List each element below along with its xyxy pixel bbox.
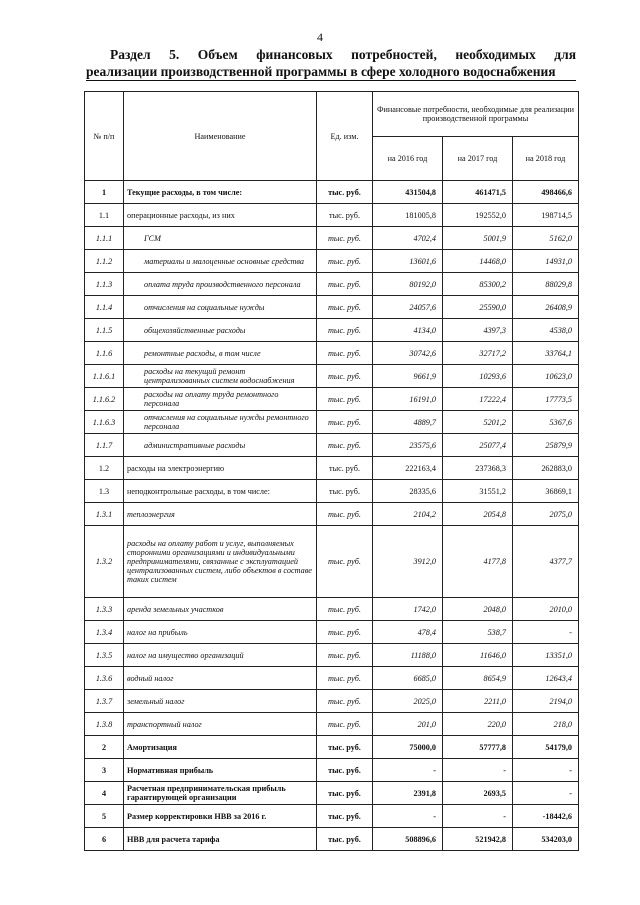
row-value-2016: 23575,6: [373, 434, 443, 457]
row-num: 1.1.3: [85, 273, 124, 296]
table-row: [85, 503, 579, 526]
row-num: 1.1.2: [85, 250, 124, 273]
row-value-2016: 4889,7: [373, 411, 443, 434]
row-name: налог на прибыль: [124, 621, 317, 644]
table-row: [85, 434, 579, 457]
row-value-2018: -: [513, 759, 579, 782]
row-value-2018: 4377,7: [513, 526, 579, 598]
row-value-2016: -: [373, 759, 443, 782]
section-heading: [86, 46, 576, 81]
row-name: Нормативная прибыль: [124, 759, 317, 782]
row-unit: тыс. руб.: [317, 388, 373, 411]
row-value-2017: 2054,8: [443, 503, 513, 526]
row-name: ГСМ: [124, 227, 317, 250]
row-num: 1.3.1: [85, 503, 124, 526]
row-name: материалы и малоценные основные средства: [124, 250, 317, 273]
table-row: [85, 526, 579, 598]
row-name: оплата труда производственного персонала: [124, 273, 317, 296]
row-unit: тыс. руб.: [317, 296, 373, 319]
row-num: 1.3.8: [85, 713, 124, 736]
row-num: 1.3.3: [85, 598, 124, 621]
row-value-2018: 10623,0: [513, 365, 579, 388]
row-value-2017: 25077,4: [443, 434, 513, 457]
table-row: [85, 319, 579, 342]
row-num: 1.1.6.3: [85, 411, 124, 434]
row-value-2018: 36869,1: [513, 480, 579, 503]
row-value-2017: 17222,4: [443, 388, 513, 411]
row-name: отчисления на социальные нужды ремонтного персонала: [124, 411, 317, 434]
row-name: расходы на текущий ремонт централизованных систем водоснабжения: [124, 365, 317, 388]
row-unit: тыс. руб.: [317, 503, 373, 526]
row-value-2018: 33764,1: [513, 342, 579, 365]
table-row: [85, 227, 579, 250]
row-value-2016: 2104,2: [373, 503, 443, 526]
header-year-2016: на 2016 год: [373, 137, 443, 181]
row-unit: тыс. руб.: [317, 621, 373, 644]
row-unit: тыс. руб.: [317, 342, 373, 365]
row-unit: тыс. руб.: [317, 365, 373, 388]
row-value-2016: 6685,0: [373, 667, 443, 690]
row-value-2017: 2693,5: [443, 782, 513, 805]
row-value-2016: -: [373, 805, 443, 828]
row-value-2018: 54179,0: [513, 736, 579, 759]
row-name: транспортный налог: [124, 713, 317, 736]
row-unit: тыс. руб.: [317, 759, 373, 782]
row-name: водный налог: [124, 667, 317, 690]
table-row: [85, 690, 579, 713]
row-value-2017: 32717,2: [443, 342, 513, 365]
row-num: 1.3.2: [85, 526, 124, 598]
row-value-2018: 198714,5: [513, 204, 579, 227]
row-name: операционные расходы, из них: [124, 204, 317, 227]
row-value-2017: 57777,8: [443, 736, 513, 759]
row-value-2017: 5201,2: [443, 411, 513, 434]
row-name: расходы на электроэнергию: [124, 457, 317, 480]
row-value-2017: 4177,8: [443, 526, 513, 598]
row-value-2016: 28335,6: [373, 480, 443, 503]
table-row: [85, 644, 579, 667]
page-number: 4: [317, 30, 323, 44]
row-unit: тыс. руб.: [317, 204, 373, 227]
row-name: неподконтрольные расходы, в том числе:: [124, 480, 317, 503]
row-unit: тыс. руб.: [317, 227, 373, 250]
table-row: [85, 388, 579, 411]
table-row: [85, 457, 579, 480]
row-name: общехозяйственные расходы: [124, 319, 317, 342]
row-value-2016: 75000,0: [373, 736, 443, 759]
row-value-2017: 2048,0: [443, 598, 513, 621]
table-row: [85, 828, 579, 851]
row-value-2017: 10293,6: [443, 365, 513, 388]
row-num: 1.3.7: [85, 690, 124, 713]
table-row: [85, 365, 579, 388]
row-value-2018: 5162,0: [513, 227, 579, 250]
row-value-2016: 80192,0: [373, 273, 443, 296]
row-value-2017: 192552,0: [443, 204, 513, 227]
row-unit: тыс. руб.: [317, 250, 373, 273]
row-num: 5: [85, 805, 124, 828]
row-value-2017: 461471,5: [443, 181, 513, 204]
row-value-2016: 24057,6: [373, 296, 443, 319]
row-name: ремонтные расходы, в том числе: [124, 342, 317, 365]
row-unit: тыс. руб.: [317, 805, 373, 828]
table-row: [85, 204, 579, 227]
header-name: Наименование: [124, 92, 317, 181]
row-value-2017: -: [443, 759, 513, 782]
row-num: 1.1.7: [85, 434, 124, 457]
row-value-2017: -: [443, 805, 513, 828]
row-num: 1.1.6.1: [85, 365, 124, 388]
table-row: [85, 782, 579, 805]
row-name: аренда земельных участков: [124, 598, 317, 621]
row-value-2018: 534203,0: [513, 828, 579, 851]
row-value-2016: 478,4: [373, 621, 443, 644]
row-num: 3: [85, 759, 124, 782]
row-unit: тыс. руб.: [317, 713, 373, 736]
row-value-2018: 14931,0: [513, 250, 579, 273]
row-value-2017: 31551,2: [443, 480, 513, 503]
row-unit: тыс. руб.: [317, 644, 373, 667]
row-num: 1.3.6: [85, 667, 124, 690]
header-num: № п/п: [85, 92, 124, 181]
row-value-2018: 13351,0: [513, 644, 579, 667]
row-value-2018: 262883,0: [513, 457, 579, 480]
row-unit: тыс. руб.: [317, 273, 373, 296]
row-name: расходы на оплату труда ремонтного персонала: [124, 388, 317, 411]
row-unit: тыс. руб.: [317, 598, 373, 621]
row-name: расходы на оплату работ и услуг, выполняемых сторонними организациями и индивидуальными предпринимателями, связанные с эксплуатацией централизованных систем, либо объектов в составе таких систем: [124, 526, 317, 598]
heading-line-2: реализации производственной программы в сфере холодного водоснабжения: [86, 63, 576, 81]
row-unit: тыс. руб.: [317, 736, 373, 759]
row-value-2017: 220,0: [443, 713, 513, 736]
row-value-2018: 2075,0: [513, 503, 579, 526]
row-value-2016: 508896,6: [373, 828, 443, 851]
row-value-2016: 3912,0: [373, 526, 443, 598]
row-name: отчисления на социальные нужды: [124, 296, 317, 319]
row-value-2016: 2025,0: [373, 690, 443, 713]
row-value-2018: 2010,0: [513, 598, 579, 621]
table-row: [85, 667, 579, 690]
table-row: [85, 342, 579, 365]
row-num: 1.1: [85, 204, 124, 227]
header-year-2018: на 2018 год: [513, 137, 579, 181]
row-value-2017: 4397,3: [443, 319, 513, 342]
row-num: 1.1.5: [85, 319, 124, 342]
row-name: Амортизация: [124, 736, 317, 759]
row-value-2016: 181005,8: [373, 204, 443, 227]
row-value-2016: 4134,0: [373, 319, 443, 342]
row-value-2018: 88029,8: [513, 273, 579, 296]
row-num: 1.1.6.2: [85, 388, 124, 411]
row-num: 1.1.6: [85, 342, 124, 365]
row-value-2016: 30742,6: [373, 342, 443, 365]
row-name: Размер корректировки НВВ за 2016 г.: [124, 805, 317, 828]
row-value-2018: -: [513, 782, 579, 805]
row-name: Расчетная предпринимательская прибыль гарантирующей организации: [124, 782, 317, 805]
row-unit: тыс. руб.: [317, 526, 373, 598]
table-row: [85, 296, 579, 319]
row-value-2017: 2211,0: [443, 690, 513, 713]
table-row: [85, 759, 579, 782]
row-num: 6: [85, 828, 124, 851]
row-unit: тыс. руб.: [317, 319, 373, 342]
row-unit: тыс. руб.: [317, 457, 373, 480]
row-value-2016: 1742,0: [373, 598, 443, 621]
row-value-2017: 538,7: [443, 621, 513, 644]
row-name: НВВ для расчета тарифа: [124, 828, 317, 851]
financial-needs-table: [84, 91, 579, 851]
row-value-2016: 16191,0: [373, 388, 443, 411]
header-unit: Ед. изм.: [317, 92, 373, 181]
row-num: 1.1.4: [85, 296, 124, 319]
row-num: 1.3.4: [85, 621, 124, 644]
row-num: 4: [85, 782, 124, 805]
table-row: [85, 411, 579, 434]
header-year-2017: на 2017 год: [443, 137, 513, 181]
row-unit: тыс. руб.: [317, 181, 373, 204]
table-row: [85, 250, 579, 273]
table-row: [85, 621, 579, 644]
table-row: [85, 480, 579, 503]
row-num: 1.3: [85, 480, 124, 503]
row-value-2018: 2194,0: [513, 690, 579, 713]
row-name: Текущие расходы, в том числе:: [124, 181, 317, 204]
row-value-2017: 85300,2: [443, 273, 513, 296]
row-unit: тыс. руб.: [317, 667, 373, 690]
row-value-2016: 2391,8: [373, 782, 443, 805]
row-name: земельный налог: [124, 690, 317, 713]
row-value-2017: 521942,8: [443, 828, 513, 851]
table-row: [85, 736, 579, 759]
row-num: 1.1.1: [85, 227, 124, 250]
row-unit: тыс. руб.: [317, 434, 373, 457]
row-name: теплоэнергия: [124, 503, 317, 526]
row-value-2018: 4538,0: [513, 319, 579, 342]
row-value-2017: 11646,0: [443, 644, 513, 667]
row-value-2018: 12643,4: [513, 667, 579, 690]
table-row: [85, 713, 579, 736]
row-value-2016: 431504,8: [373, 181, 443, 204]
row-value-2017: 8654,9: [443, 667, 513, 690]
row-value-2016: 9661,9: [373, 365, 443, 388]
row-unit: тыс. руб.: [317, 782, 373, 805]
row-unit: тыс. руб.: [317, 828, 373, 851]
row-value-2017: 237368,3: [443, 457, 513, 480]
row-unit: тыс. руб.: [317, 690, 373, 713]
row-value-2017: 14468,0: [443, 250, 513, 273]
row-value-2017: 5001,9: [443, 227, 513, 250]
row-value-2016: 11188,0: [373, 644, 443, 667]
row-value-2016: 4702,4: [373, 227, 443, 250]
row-unit: тыс. руб.: [317, 480, 373, 503]
row-value-2018: 17773,5: [513, 388, 579, 411]
row-num: 1: [85, 181, 124, 204]
row-value-2018: 218,0: [513, 713, 579, 736]
heading-line-1: Раздел 5. Объем финансовых потребностей, необходимых для: [110, 47, 576, 62]
row-value-2017: 25590,0: [443, 296, 513, 319]
row-num: 1.2: [85, 457, 124, 480]
row-value-2018: -18442,6: [513, 805, 579, 828]
row-value-2016: 222163,4: [373, 457, 443, 480]
row-unit: тыс. руб.: [317, 411, 373, 434]
row-num: 2: [85, 736, 124, 759]
row-name: налог на имущество организаций: [124, 644, 317, 667]
row-value-2016: 13601,6: [373, 250, 443, 273]
row-value-2016: 201,0: [373, 713, 443, 736]
table-row: [85, 181, 579, 204]
row-name: административные расходы: [124, 434, 317, 457]
row-value-2018: -: [513, 621, 579, 644]
row-value-2018: 498466,6: [513, 181, 579, 204]
row-num: 1.3.5: [85, 644, 124, 667]
row-value-2018: 25879,9: [513, 434, 579, 457]
row-value-2018: 26408,9: [513, 296, 579, 319]
table-row: [85, 598, 579, 621]
table-row: [85, 805, 579, 828]
header-group: Финансовые потребности, необходимые для реализации производственной программы: [373, 92, 579, 137]
table-row: [85, 273, 579, 296]
row-value-2018: 5367,6: [513, 411, 579, 434]
